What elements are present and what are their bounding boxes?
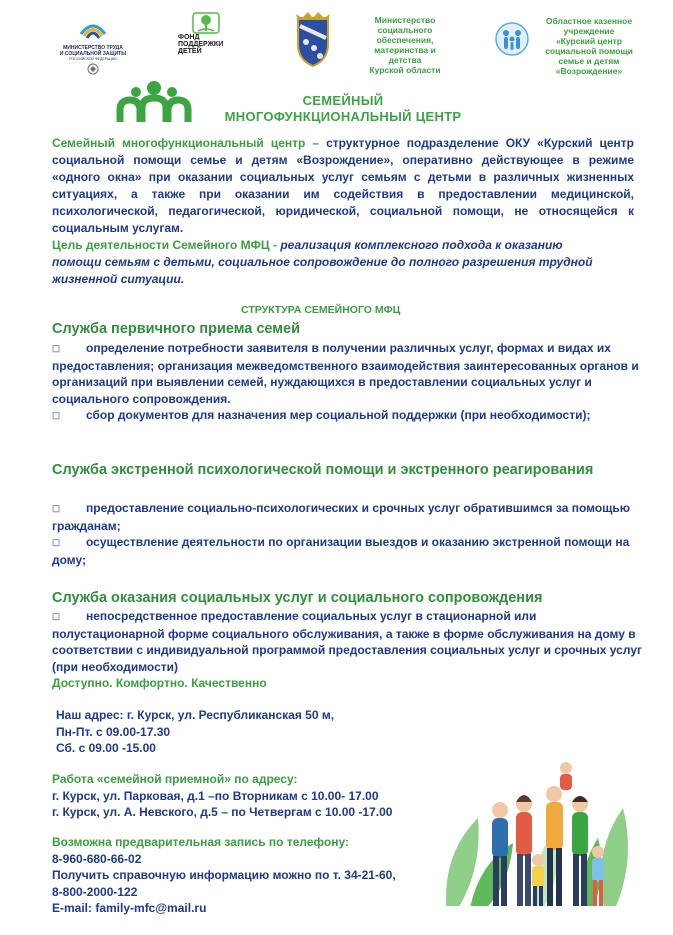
page-title: [218, 93, 468, 125]
checkbox-bullet-icon: ☐: [52, 612, 61, 622]
reception-heading: Работа «семейной приемной» по адресу:: [52, 772, 298, 786]
institution-line2: учреждение: [563, 26, 615, 36]
institution-line6: «Возрождение»: [555, 66, 623, 76]
institution-family-icon: [495, 22, 529, 56]
service-2-title: Служба экстренной психологической помощи и экстренного реагирования: [52, 462, 594, 478]
ministry-kursk-line5: детства: [388, 55, 422, 65]
service-2-body: [52, 500, 642, 568]
address-line: Наш адрес: г. Курск, ул. Республиканская 50 м,: [56, 708, 335, 722]
ministry-kursk-line1: Министерство: [374, 15, 436, 25]
list-item: [52, 608, 642, 675]
slogan: Доступно. Комфортно. Качественно: [52, 676, 267, 690]
fund-tree-icon: [192, 12, 220, 34]
fund-line1: ФОНД: [178, 34, 200, 41]
service-3-title: Служба оказания социальных услуг и социального сопровождения: [52, 590, 543, 606]
phone-heading: Возможна предварительная запись по телефону:: [52, 835, 349, 849]
ministry-kursk-line2: социального: [377, 25, 433, 35]
email-link[interactable]: E-mail: family-mfc@mail.ru: [52, 901, 207, 915]
address-block: [56, 707, 334, 757]
family-illustration: [438, 748, 638, 928]
title-line1: СЕМЕЙНЫЙ: [302, 93, 384, 108]
ministry-labor-line1: МИНИСТЕРСТВО ТРУДА: [63, 45, 123, 51]
saturday-hours: Сб. с 09.00 -15.00: [56, 741, 156, 755]
service-3-body: [52, 608, 642, 692]
list-item: [52, 500, 642, 534]
checkbox-bullet-icon: ☐: [52, 538, 61, 548]
ministry-kursk-line3: обеспечения,: [376, 35, 434, 45]
institution-line4: социальной помощи: [545, 46, 633, 56]
ministry-kursk-line4: материнства и: [374, 45, 436, 55]
service-1-item-2: сбор документов для назначения мер социальной поддержки (при необходимости);: [86, 408, 591, 422]
institution-line5: семье и детям: [558, 56, 620, 66]
list-item: [52, 407, 642, 425]
ministry-labor-line3: РОССИЙСКОЙ ФЕДЕРАЦИИ: [69, 57, 117, 61]
service-2-item-1: предоставление социально-психологических и срочных услуг обратившимся за помощью гражданам;: [52, 501, 630, 533]
fund-logo: [170, 12, 240, 55]
phone-block: [52, 834, 396, 917]
goal-text: реализация комплексного подхода к оказанию помощи семьям с детьми, социальное сопровождение до полного разрешения трудной жизненной ситуации.: [52, 238, 593, 286]
institution-text: [533, 16, 645, 76]
list-item: [52, 340, 642, 407]
coat-of-arms-icon: [87, 63, 99, 75]
ministry-labor-emblem-icon: [78, 14, 108, 40]
intro-green-part: Семейный многофункциональный центр –: [52, 136, 320, 150]
service-2-item-2: осуществление деятельности по организации выездов и оказанию экстренной помощи на дому;: [52, 535, 630, 567]
ministry-labor-logo: [58, 14, 128, 80]
intro-blue-part: структурное подразделение ОКУ «Курский центр социальной помощи семье и детям «Возрождение», оперативно действующее в режиме «одного окна» при оказании социальных услуг семьям с детьми в различных жизненных ситуациях, а также при оказании им содействия в предоставлении медицинской, психологической, педагогической, юридической, социальной помощи, не относящейся к социальным услугам.: [52, 136, 634, 235]
service-1-body: [52, 340, 642, 425]
fund-line2: ПОДДЕРЖКИ: [178, 41, 224, 48]
checkbox-bullet-icon: ☐: [52, 344, 61, 354]
goal-paragraph: [52, 237, 612, 288]
reception-block: [52, 771, 392, 821]
ministry-labor-line2: И СОЦИАЛЬНОЙ ЗАЩИТЫ: [59, 51, 127, 57]
phone-number[interactable]: 8-960-680-66-02: [52, 851, 142, 866]
service-3-item-1: непосредственное предоставление социальных услуг в стационарной или полустационарной форме социального обслуживания, а также в форме обслуживания на дому в соответствии с индивидуальной программой предоставления социальных услуг и срочных услуг (при необходимости): [52, 609, 642, 674]
institution-line3: «Курский центр: [556, 36, 622, 46]
weekday-hours: Пн-Пт. с 09.00-17.30: [56, 724, 171, 739]
ministry-kursk-text: [355, 15, 455, 75]
service-1-item-1: определение потребности заявителя в получении различных услуг, формах и видах их предоставления; организация межведомственного взаимодействия заинтересованных органов и организаций при выявлении семей, нуждающихся в предоставлении социальных услуг и социального сопровождения.: [52, 341, 639, 406]
intro-paragraph: [52, 135, 634, 237]
institution-logo: [495, 22, 529, 61]
reception-address-1: г. Курск, ул. Парковая, д.1 –по Вторникам с 10.00- 17.00: [52, 788, 379, 803]
reception-address-2: г. Курск, ул. А. Невского, д.5 – по Четвергам с 10.00 -17.00: [52, 805, 393, 819]
info-phone: Получить справочную информацию можно по т. 34-21-60,: [52, 868, 396, 882]
list-item: [52, 534, 642, 568]
kursk-coat-of-arms: [287, 12, 339, 73]
checkbox-bullet-icon: ☐: [52, 504, 61, 514]
title-line2: МНОГОФУНКЦИОНАЛЬНЫЙ ЦЕНТР: [224, 109, 462, 124]
service-1-title: Служба первичного приема семей: [52, 321, 301, 337]
hotline-number[interactable]: 8-800-2000-122: [52, 884, 138, 899]
institution-line1: Областное казенное: [545, 16, 633, 26]
structure-heading: СТРУКТУРА СЕМЕЙНОГО МФЦ: [241, 304, 401, 316]
fund-line3: ДЕТЕЙ: [178, 48, 202, 55]
ministry-kursk-line6: Курской области: [369, 65, 441, 75]
goal-label: Цель деятельности Семейного МФЦ -: [52, 238, 281, 252]
mfc-logo-icon: [116, 80, 192, 124]
checkbox-bullet-icon: ☐: [52, 411, 61, 421]
kursk-coat-of-arms-icon: [288, 12, 338, 68]
